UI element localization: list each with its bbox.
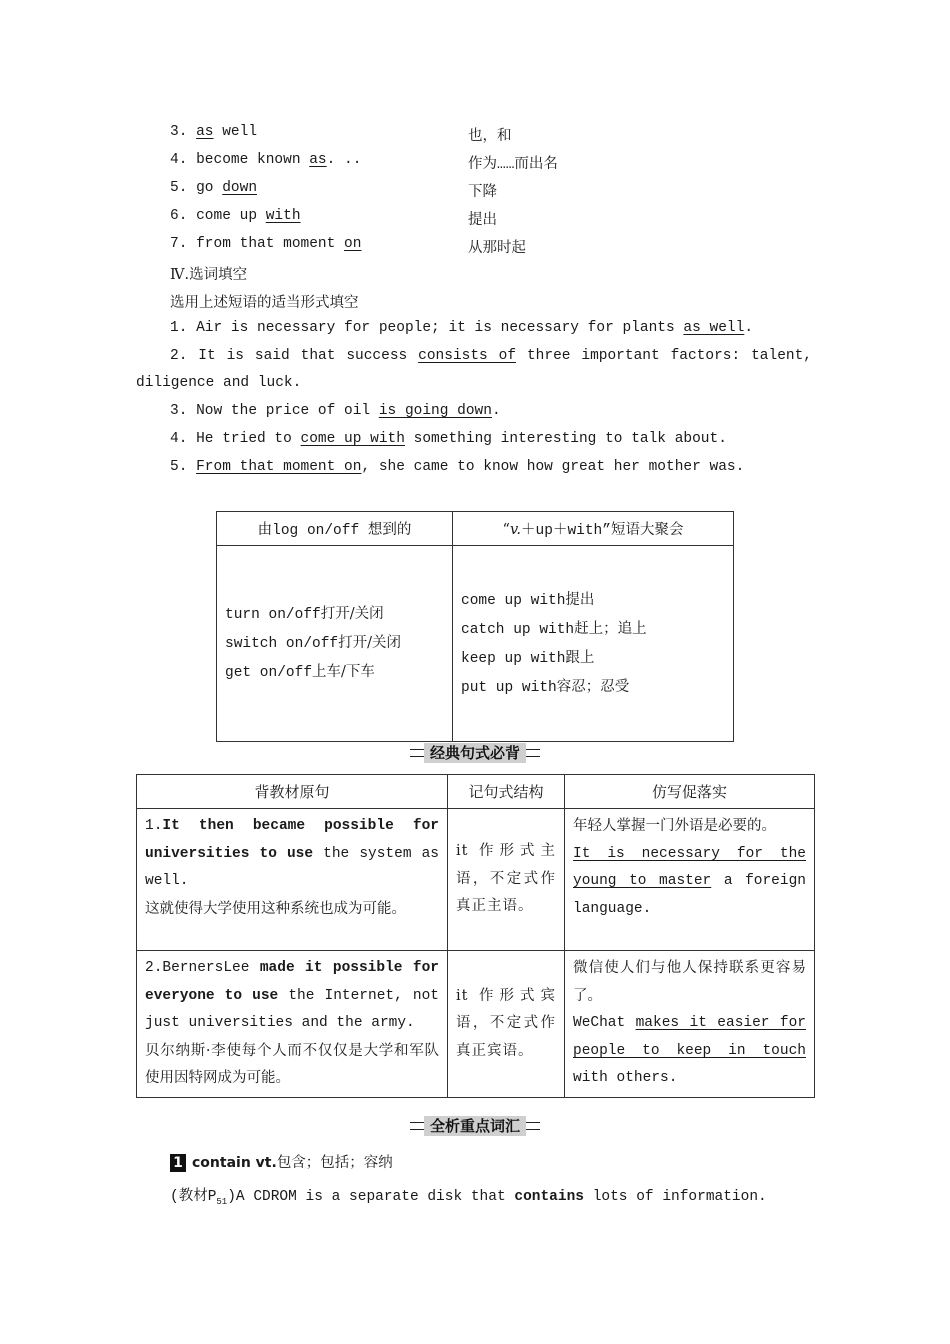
table-cell-original: 2.BernersLee made it possible for everyone to use the Internet, not just universities and the army. 贝尔纳斯·李使每个人而不仅仅是大学和军队使用因特网成为可能。: [137, 951, 448, 1098]
table-cell-imitation: 年轻人掌握一门外语是必要的。 It is necessary for the young to master a foreign language.: [565, 809, 815, 951]
phrase-meaning: 提出: [468, 213, 497, 229]
list-item: keep up with跟上: [461, 649, 595, 667]
sentence-pattern-table: [136, 774, 815, 1098]
phrase-item: 6. come up with 提出: [170, 208, 497, 229]
table-cell: [217, 546, 453, 742]
section-banner: 全析重点词汇: [410, 1116, 540, 1136]
phrase-item: 4. become known as. .. 作为……而出名: [170, 152, 558, 173]
phrase-meaning: 也，和: [468, 129, 512, 145]
table-header: “v.＋up＋with”短语大聚会: [453, 512, 734, 546]
list-item: put up with容忍；忍受: [461, 678, 630, 696]
list-item: get on/off上车/下车: [225, 664, 375, 681]
table-cell-original: 1.It then became possible for universities to use the system as well. 这就使得大学使用这种系统也成为可能。: [137, 809, 448, 951]
phrase-association-table: [216, 511, 734, 742]
fill-item: 4. He tried to come up with something interesting to talk about.: [170, 431, 727, 447]
list-item: catch up with赶上；追上: [461, 620, 647, 638]
table-header: 背教材原句: [137, 775, 448, 809]
fill-item: 3. Now the price of oil is going down.: [170, 403, 501, 419]
vocab-number-badge: 1: [170, 1154, 186, 1172]
section-title: Ⅳ.选词填空: [170, 267, 248, 283]
fill-item: 1. Air is necessary for people; it is necessary for plants as well.: [170, 320, 754, 336]
vocab-example: (教材$P_{51})A$ CDROM is a separate disk that contains lots of information.: [170, 1189, 767, 1207]
phrase-meaning: 作为……而出名: [468, 157, 558, 173]
table-cell-imitation: 微信使人们与他人保持联系更容易了。 WeChat makes it easier for people to keep in touch with others.: [565, 951, 815, 1098]
phrase-item: 7. from that moment on 从那时起: [170, 236, 526, 257]
table-header: 由log on/off 想到的: [217, 512, 453, 546]
phrase-item: 5. go down 下降: [170, 180, 497, 201]
table-cell-structure: it 作形式主语，不定式作真正主语。: [448, 809, 565, 951]
phrase-item: 3. as well 也，和: [170, 124, 512, 145]
vocab-word: contain vt.: [192, 1155, 277, 1171]
table-header: 记句式结构: [448, 775, 565, 809]
list-item: turn on/off打开/关闭: [225, 606, 384, 623]
section-instruction: 选用上述短语的适当形式填空: [170, 295, 359, 311]
fill-item-continuation: diligence and luck.: [136, 375, 302, 391]
table-cell-structure: it 作形式宾语，不定式作真正宾语。: [448, 951, 565, 1098]
vocab-meaning: 包含；包括；容纳: [276, 1155, 393, 1171]
section-banner: 经典句式必背: [410, 743, 540, 763]
table-header: 仿写促落实: [565, 775, 815, 809]
list-item: come up with提出: [461, 591, 595, 609]
table-cell: [453, 546, 734, 742]
fill-item: 5. From that moment on, she came to know how great her mother was.: [170, 459, 745, 475]
phrase-meaning: 从那时起: [468, 241, 526, 257]
list-item: switch on/off打开/关闭: [225, 635, 402, 652]
fill-item: 2. It is said that success consists of three important factors: talent,: [170, 348, 812, 364]
vocab-entry: [170, 1151, 393, 1172]
phrase-meaning: 下降: [468, 185, 497, 201]
